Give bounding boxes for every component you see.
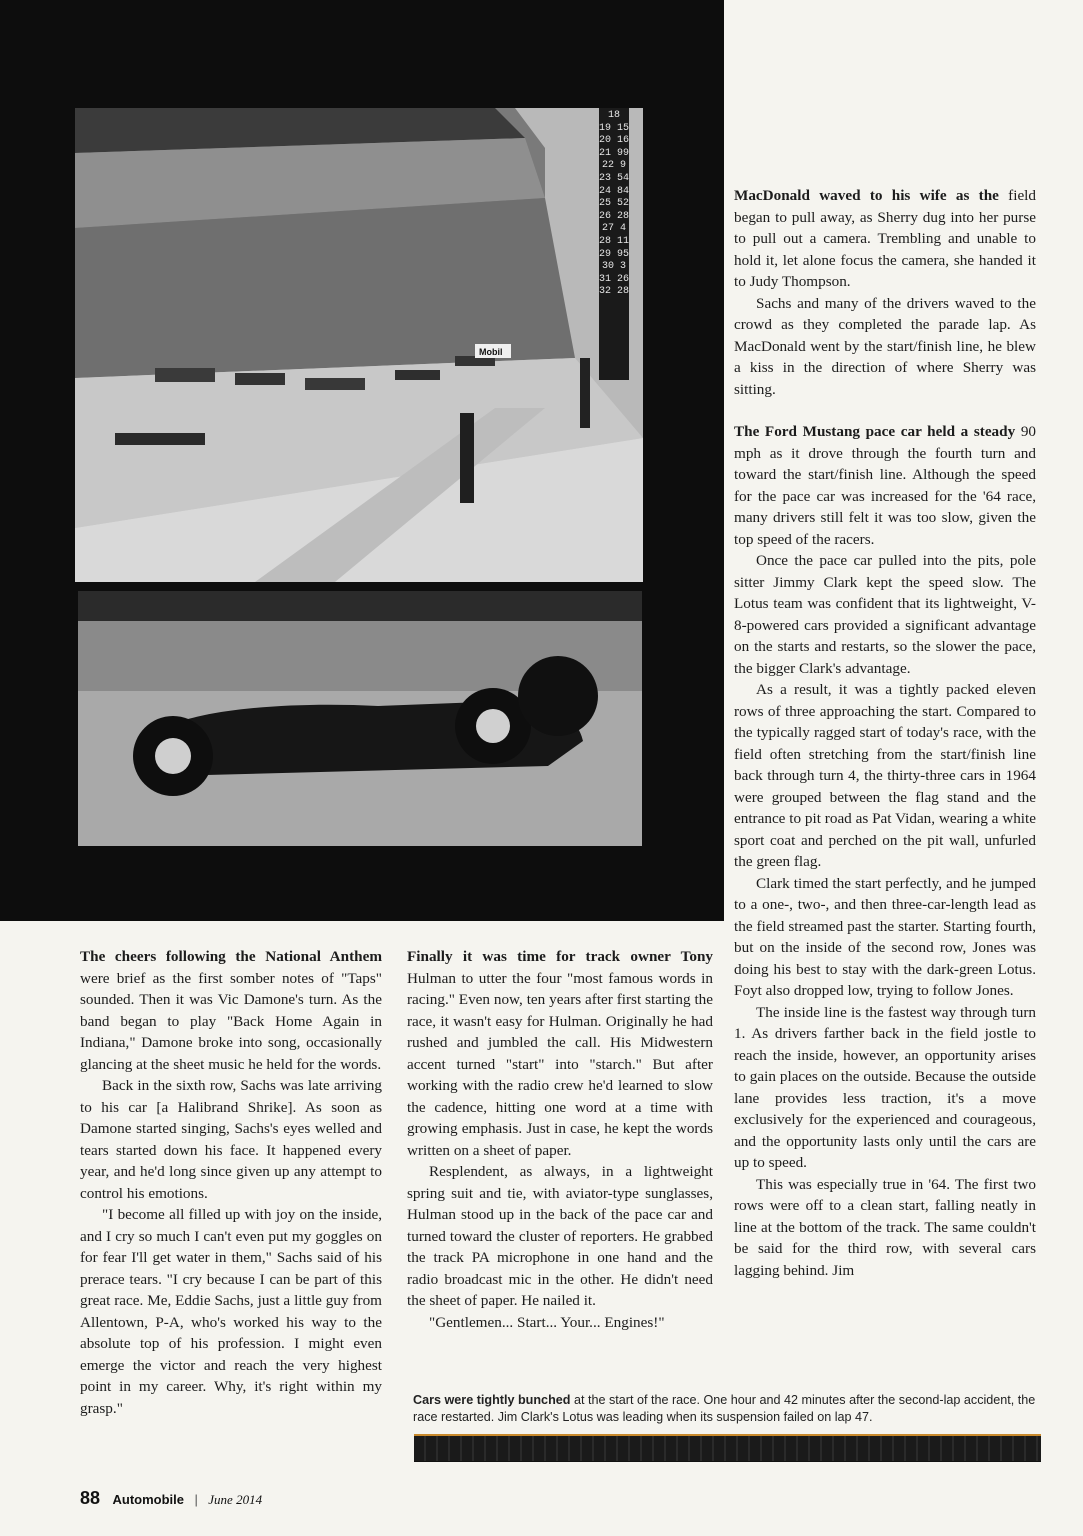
scoreboard-row: 30 3 [601,261,626,273]
race-start-illustration [75,108,643,582]
paragraph [407,946,713,1161]
paragraph-text: field began to pull away, as Sherry dug into her purse to pull out a camera. Trembling and unable to hold it, let alone focus the camera, she handed it to Judy Thompson. [734,187,1036,290]
paragraph-text: 90 mph as it drove through the fourth turn and toward the start/finish line. Although the speed for the pace car was increased for the '64 race, many drivers still felt it was too slow, given the top speed of the racers. [734,423,1037,548]
scoreboard-row: 32 28 [599,286,630,298]
issue-date: June 2014 [208,1492,263,1507]
paragraph-lead-in: MacDonald waved to his wife as the [734,187,999,204]
paragraph-lead-in: The Ford Mustang pace car held a steady [734,423,1016,440]
scoreboard-row: 25 52 [599,198,630,210]
scoreboard-row: 23 54 [599,172,630,184]
magazine-name: Automobile [112,1492,184,1507]
paragraph-text: Hulman to utter the four "most famous words in racing." Even now, ten years after first starting the race, it wasn't easy for Hulman. Originally he had rushed and jumbled the call. His Midwestern accent turned "start" into "starch." But after working with the radio crew he'd learned to slow the cadence, hitting one word at a time with growing emphasis. Just in case, he kept the words written on a sheet of paper. [407,969,713,1159]
article-column-right [734,185,1036,1281]
photo-caption [413,1392,1043,1426]
race-car-illustration [78,591,642,846]
paragraph: Clark timed the start perfectly, and he jumped to a one-, two-, and then three-car-length lead as the field streamed past the starter. Starting fourth, but on the inside of the second row, Jones was doing his best to stay with the dark-green Lotus. Foyt also dropped low, trying to follow Jones. [734,874,1036,999]
scoreboard-row: 27 4 [601,223,626,235]
scoreboard-row: 22 9 [601,160,626,172]
scoreboard-row: 31 26 [599,273,630,285]
scoreboard-row: 19 15 [599,122,630,134]
paragraph: "Gentlemen... Start... Your... Engines!" [429,1313,665,1331]
page-footer [80,1488,262,1509]
paragraph: The inside line is the fastest way through turn 1. As drivers farther back in the field jostle to reach the inside, however, an opportunity arises to gain places on the outside. Because the outside lane provides less traction, it's a move exclusively for the experienced and courageous, and the opportunity lasts only until the cars are up to speed. [734,1003,1036,1171]
paragraph: As a result, it was a tightly packed eleven rows of three approaching the start. Compared to the typically ragged start of today's race, with the field often stretching from the start/finish line back through turn 4, the thirty-three cars in 1964 were grouped between the flag stand and the entrance to pit road as Pat Vidan, wearing a white sport coat and perched on the pit wall, unfurled the green flag. [734,681,1036,870]
photo-panel [0,0,724,921]
paragraph-lead-in: The cheers following the National Anthem [80,948,382,965]
scoreboard-row: 24 84 [599,185,630,197]
paragraph: Resplendent, as always, in a lightweight spring suit and tie, with aviator-type sunglasses, Hulman stood up in the back of the pace car and turned toward the cluster of reporters. He grabbed the track PA microphone in one hand and the radio broadcast mic in the other. He didn't need the sheet of paper. He nailed it. [407,1163,713,1309]
paragraph [734,185,1036,293]
scoreboard [599,108,629,380]
paragraph [80,946,382,1075]
paragraph: Back in the sixth row, Sachs was late arriving to his car [a Halibrand Shrike]. As soon as Damone started singing, Sachs's eyes welled and tears started down his face. It happened every year, and he'd long since given up any attempt to control his emotions. [80,1077,382,1202]
scoreboard-row: 18 [607,110,620,121]
paragraph-lead-in: Finally it was time for track owner Tony [407,948,713,965]
scoreboard-row: 29 95 [599,248,630,260]
page-number: 88 [80,1488,101,1508]
paragraph-text: were brief as the first somber notes of "Taps" sounded. Then it was Vic Damone's turn. As the band began to play "Back Home Again in Indiana," Damone broke into song, occasionally glancing at the sheet music he held for the words. [80,969,382,1073]
scoreboard-row: 21 99 [599,147,630,159]
caption-lead-in: Cars were tightly bunched [413,1393,571,1407]
caption-text: at the start of the race. One hour and 42 minutes after the second-lap accident, the race restarted. Jim Clark's Lotus was leading when its suspension failed on lap 47. [413,1393,1036,1424]
paragraph: This was especially true in '64. The first two rows were off to a clean start, falling neatly in line at the bottom of the track. The same couldn't be said for the third row, with several cars lagging behind. Jim [734,1175,1036,1279]
scoreboard-row: 28 11 [599,235,630,247]
scoreboard-row: 26 28 [599,210,630,222]
race-car-photo [78,591,642,846]
paragraph: Sachs and many of the drivers waved to the crowd as they completed the parade lap. As MacDonald went by the start/finish line, he blew a kiss in the direction of where Sherry was sitting. [734,294,1036,398]
race-start-photo [75,108,643,582]
paragraph [734,421,1036,550]
paragraph: "I become all filled up with joy on the inside, and I cry so much I can't even put my goggles on for fear I'll get water in them," Sachs said of his prerace tears. "I cry because I can be part of this great race. Me, Eddie Sachs, just a little guy from Allentown, P-A, who's worked his way to the absolute top of his profession. I might even emerge the victor and reach the very highest point in my career. Why, it's right within my grasp." [80,1206,382,1417]
footer-separator: | [194,1492,198,1507]
article-column-middle [407,946,713,1333]
mobil-sign-text: Mobil [479,347,503,357]
article-column-left [80,946,382,1419]
scoreboard-row: 20 16 [599,135,630,147]
paragraph: Once the pace car pulled into the pits, pole sitter Jimmy Clark kept the speed slow. The Lotus team was confident that its lightweight, V-8-powered cars provided a significant advantage on the starts and restarts, so the slower the pace, the bigger Clark's advantage. [734,552,1036,677]
decorative-rule [414,1434,1041,1462]
